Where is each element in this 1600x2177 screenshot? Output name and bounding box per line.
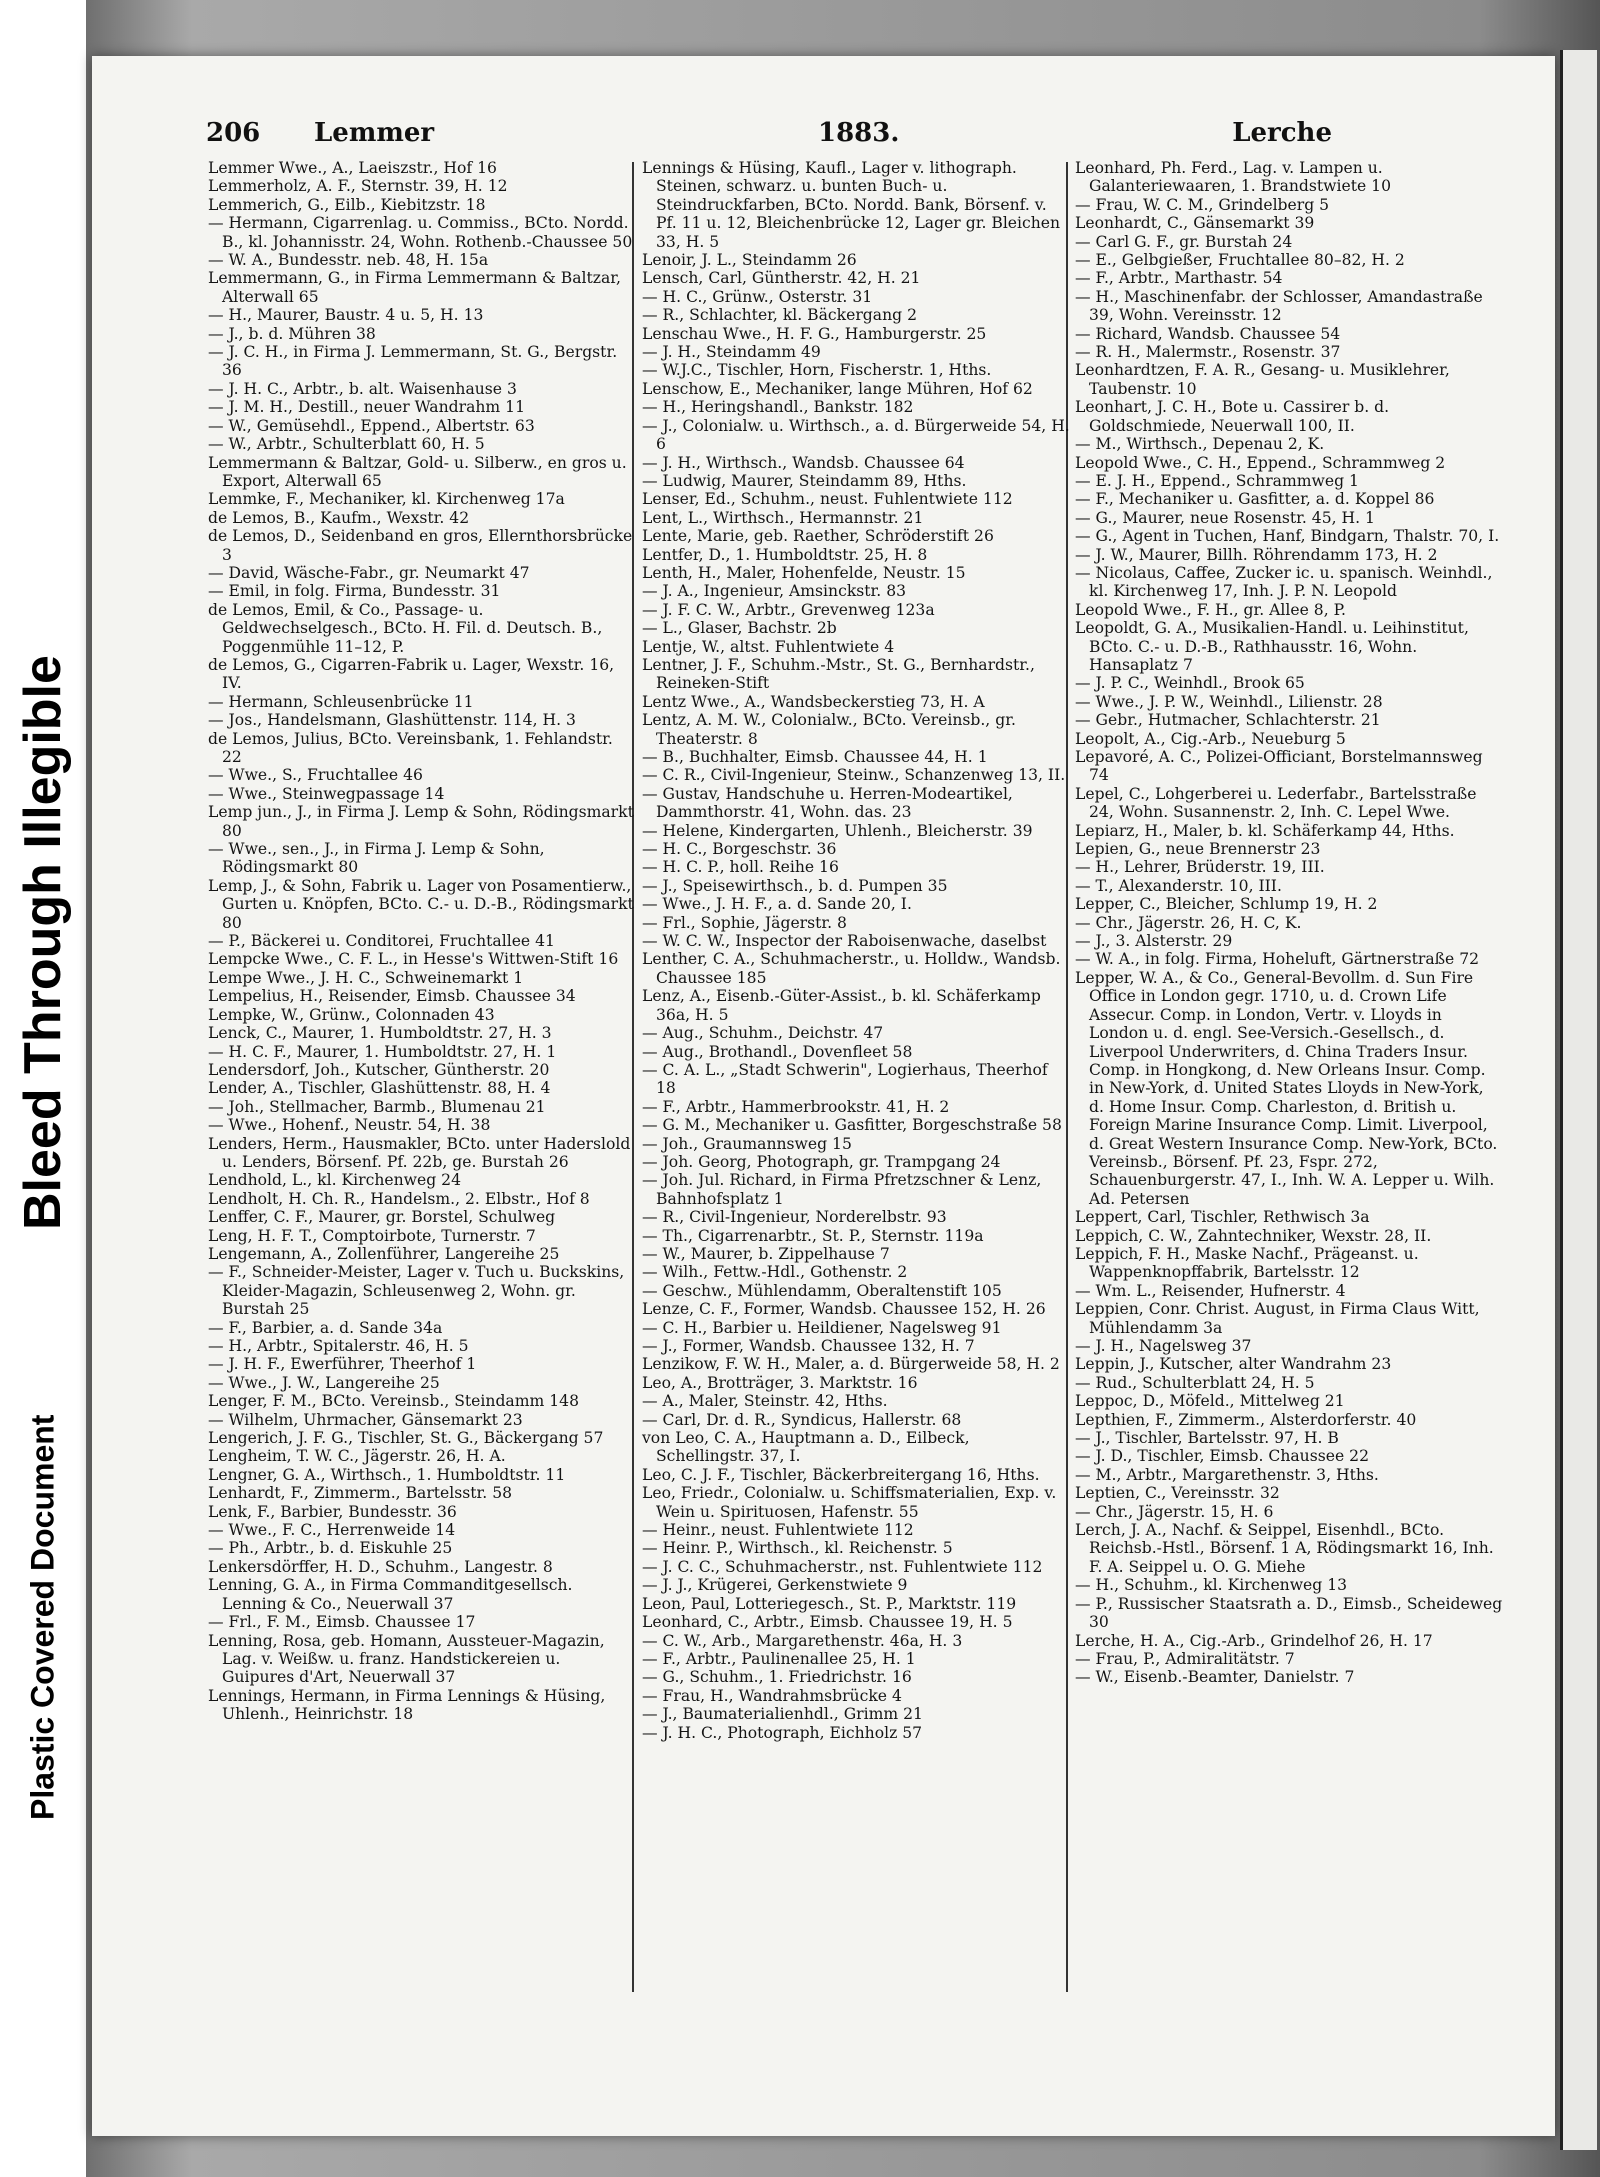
directory-entry: — J., b. d. Mühren 38 xyxy=(208,324,376,343)
directory-entry: — Frl., F. M., Eimsb. Chaussee 17 xyxy=(208,1613,476,1632)
directory-entry: — Heinr. P., Wirthsch., kl. Reichenstr. 5 xyxy=(642,1539,953,1558)
directory-entry: — C. R., Civil-Ingenieur, Steinw., Schanzenweg 13, II. xyxy=(642,766,1066,785)
directory-entry: — Richard, Wandsb. Chaussee 54 xyxy=(1075,324,1341,343)
directory-entry: — W., Arbtr., Schulterblatt 60, H. 5 xyxy=(208,435,485,454)
directory-entry: — Carl G. F., gr. Burstah 24 xyxy=(1075,232,1293,251)
directory-entry: — Wilhelm, Uhrmacher, Gänsemarkt 23 xyxy=(208,1410,523,1429)
directory-entry: Lepien, G., neue Brennerstr 23 xyxy=(1075,840,1321,859)
directory-entry: de Lemos, Emil, & Co., Passage- u. Geldwechselgesch., BCto. H. Fil. d. Deutsch. B., Poggenmühle 11–12, P. xyxy=(208,600,603,656)
directory-entry: — J., Former, Wandsb. Chaussee 132, H. 7 xyxy=(642,1337,975,1355)
directory-entry: — L., Glaser, Bachstr. 2b xyxy=(642,619,837,638)
directory-entry: Lemmermann & Baltzar, Gold- u. Silberw., en gros u. Export, Alterwall 65 xyxy=(208,453,627,490)
directory-entry: Leppoc, D., Möfeld., Mittelweg 21 xyxy=(1075,1392,1345,1411)
directory-entry: — Wilh., Fettw.-Hdl., Gothenstr. 2 xyxy=(642,1263,908,1282)
directory-entry: Lenoir, J. L., Steindamm 26 xyxy=(642,251,857,270)
directory-entry: Leo, Friedr., Colonialw. u. Schiffsmaterialien, Exp. v. Wein u. Spirituosen, Hafenstr. 55 xyxy=(642,1484,1057,1521)
directory-entry: — H., Lehrer, Brüderstr. 19, III. xyxy=(1075,858,1325,877)
directory-entry: de Lemos, G., Cigarren-Fabrik u. Lager, Wexstr. 16, IV. xyxy=(208,655,615,693)
directory-entry: — Joh., Stellmacher, Barmb., Blumenau 21 xyxy=(208,1097,546,1116)
directory-entry: Lemmermann, G., in Firma Lemmermann & Baltzar, Alterwall 65 xyxy=(208,269,622,306)
directory-entry: — J. H. C., Photograph, Eichholz 57 xyxy=(642,1723,923,1742)
directory-entry: Lempke, W., Grünw., Colonnaden 43 xyxy=(208,1005,495,1024)
directory-entry: Lentfer, D., 1. Humboldtstr. 25, H. 8 xyxy=(642,545,928,564)
directory-entry: Lenschow, E., Mechaniker, lange Mühren, Hof 62 xyxy=(642,379,1033,398)
directory-entry: — F., Arbtr., Hammerbrookstr. 41, H. 2 xyxy=(642,1097,950,1116)
directory-entry: Leopolt, A., Cig.-Arb., Neueburg 5 xyxy=(1075,729,1346,748)
directory-entry: — Joh., Graumannsweg 15 xyxy=(642,1134,852,1153)
directory-entry: — H., Heringshandl., Bankstr. 182 xyxy=(642,398,914,417)
directory-entry: Lemmerich, G., Eilb., Kiebitzstr. 18 xyxy=(208,195,486,214)
directory-entry: — R. H., Malermstr., Rosenstr. 37 xyxy=(1075,343,1341,362)
directory-entry: de Lemos, Julius, BCto. Vereinsbank, 1. Fehlandstr. 22 xyxy=(208,729,613,766)
directory-entry: Lengemann, A., Zollenführer, Langereihe 25 xyxy=(208,1244,560,1263)
directory-entry: — T., Alexanderstr. 10, III. xyxy=(1075,876,1282,895)
directory-entry: Lenhardt, F., Zimmerm., Bartelsstr. 58 xyxy=(208,1484,513,1503)
directory-entry: Leopold Wwe., F. H., gr. Allee 8, P. xyxy=(1075,600,1346,619)
directory-entry: Lemp, J., & Sohn, Fabrik u. Lager von Posamentierw., Gurten u. Knöpfen, BCto. C.- u. D.-B., Rödingsmarkt 80 xyxy=(208,876,634,932)
directory-entry: — F., Mechaniker u. Gasfitter, a. d. Koppel 86 xyxy=(1075,490,1435,509)
directory-entry: de Lemos, D., Seidenband en gros, Ellernthorsbrücke 3 xyxy=(208,527,633,564)
directory-entry: — R., Schlachter, kl. Bäckergang 2 xyxy=(642,306,917,325)
directory-entry: — H. C., Borgeschstr. 36 xyxy=(642,840,837,859)
directory-entry: — W., Eisenb.-Beamter, Danielstr. 7 xyxy=(1075,1668,1355,1687)
directory-entry: — Frau, P., Admiralitätstr. 7 xyxy=(1075,1649,1295,1668)
directory-entry: — Frl., Sophie, Jägerstr. 8 xyxy=(642,913,847,932)
directory-entry: Lenffer, C. F., Maurer, gr. Borstel, Schulweg xyxy=(208,1208,556,1227)
directory-entry: Lenschau Wwe., H. F. G., Hamburgerstr. 25 xyxy=(642,324,987,343)
directory-entry: Lensch, Carl, Güntherstr. 42, H. 21 xyxy=(642,269,921,288)
directory-entry: — Emil, in folg. Firma, Bundesstr. 31 xyxy=(208,582,501,601)
directory-entry: — Jos., Handelsmann, Glashüttenstr. 114, H. 3 xyxy=(208,711,576,730)
directory-entry: — J., Speisewirthsch., b. d. Pumpen 35 xyxy=(642,876,948,895)
directory-entry: Leppien, Conr. Christ. August, in Firma Claus Witt, Mühlendamm 3a xyxy=(1075,1300,1480,1337)
directory-entry: Leonhardt, C., Gänsemarkt 39 xyxy=(1075,214,1315,233)
directory-entry: — C. W., Arb., Margarethenstr. 46a, H. 3 xyxy=(642,1631,963,1650)
directory-entry: Lemp jun., J., in Firma J. Lemp & Sohn, Rödingsmarkt 80 xyxy=(208,803,634,840)
directory-entry: — H., Arbtr., Spitalerstr. 46, H. 5 xyxy=(208,1337,469,1355)
directory-entry: Lenze, C. F., Former, Wandsb. Chaussee 152, H. 26 xyxy=(642,1300,1046,1319)
directory-entry: — J. H., Wirthsch., Wandsb. Chaussee 64 xyxy=(642,453,965,472)
directory-entry: — Ludwig, Maurer, Steindamm 89, Hths. xyxy=(642,471,967,490)
directory-entry: — Carl, Dr. d. R., Syndicus, Hallerstr. 68 xyxy=(642,1410,962,1429)
directory-entry: Lennings & Hüsing, Kaufl., Lager v. lithograph. Steinen, schwarz. u. bunten Buch- u. Steindruckfarben, BCto. Nordd. Bank, Börsenf. v. Pf. 11 u. 12, Bleichenbrücke 12, Lager gr. Bleichen 33, H. 5 xyxy=(642,159,1061,251)
directory-entry: — Frau, H., Wandrahmsbrücke 4 xyxy=(642,1686,902,1705)
directory-entry: Leonhard, Ph. Ferd., Lag. v. Lampen u. Galanteriewaaren, 1. Brandstwiete 10 xyxy=(1075,159,1392,196)
directory-entry: Lengheim, T. W. C., Jägerstr. 26, H. A. xyxy=(208,1447,506,1466)
directory-entry: Lentje, W., altst. Fuhlentwiete 4 xyxy=(642,637,895,656)
directory-entry: Leonhardtzen, F. A. R., Gesang- u. Musiklehrer, Taubenstr. 10 xyxy=(1075,361,1450,398)
directory-entry: Lendersdorf, Joh., Kutscher, Güntherstr. 20 xyxy=(208,1060,550,1079)
directory-entry: — P., Bäckerei u. Conditorei, Fruchtallee 41 xyxy=(208,932,555,951)
directory-entry: — David, Wäsche-Fabr., gr. Neumarkt 47 xyxy=(208,563,530,582)
directory-entry: — M., Wirthsch., Depenau 2, K. xyxy=(1075,435,1325,454)
directory-entry: — J., Colonialw. u. Wirthsch., a. d. Bürgerweide 54, H. 6 xyxy=(642,416,1070,454)
directory-entry: Leppich, F. H., Maske Nachf., Prägeanst. u. Wappenknopffabrik, Bartelsstr. 12 xyxy=(1075,1244,1419,1282)
left-guide-word: Lemmer xyxy=(314,118,435,148)
right-guide-word: Lerche xyxy=(1232,118,1332,148)
directory-entry: — W. A., in folg. Firma, Hoheluft, Gärtnerstraße 72 xyxy=(1075,950,1480,969)
directory-entry: — Frau, W. C. M., Grindelberg 5 xyxy=(1075,195,1330,214)
directory-entry: — Ph., Arbtr., b. d. Eiskuhle 25 xyxy=(208,1539,453,1558)
directory-entry: — J. C. C., Schuhmacherstr., nst. Fuhlentwiete 112 xyxy=(642,1557,1043,1576)
directory-entry: — Wwe., J. P. W., Weinhdl., Lilienstr. 28 xyxy=(1075,692,1383,711)
directory-entry: Lenkersdörffer, H. D., Schuhm., Langestr. 8 xyxy=(208,1557,553,1576)
directory-entry: — W., Gemüsehdl., Eppend., Albertstr. 63 xyxy=(208,416,535,435)
directory-entry: Lempe Wwe., J. H. C., Schweinemarkt 1 xyxy=(208,968,524,987)
directory-entry: — E. J. H., Eppend., Schrammweg 1 xyxy=(1075,471,1359,490)
directory-entry: — Aug., Brothandl., Dovenfleet 58 xyxy=(642,1042,913,1061)
directory-entry: — C. A. L., „Stadt Schwerin", Logierhaus, Theerhof 18 xyxy=(642,1060,1048,1098)
directory-entry: Lemmerholz, A. F., Sternstr. 39, H. 12 xyxy=(208,177,508,196)
directory-entry: — H., Schuhm., kl. Kirchenweg 13 xyxy=(1075,1576,1348,1595)
directory-entry: Lengerich, J. F. G., Tischler, St. G., Bäckergang 57 xyxy=(208,1429,604,1448)
directory-entry: — Wm. L., Reisender, Hufnerstr. 4 xyxy=(1075,1281,1346,1300)
directory-entry: — Hermann, Schleusenbrücke 11 xyxy=(208,692,474,711)
directory-entry: — J. C. H., in Firma J. Lemmermann, St. G., Bergstr. 36 xyxy=(208,343,618,380)
directory-entry: — F., Schneider-Meister, Lager v. Tuch u. Buckskins, Kleider-Magazin, Schleusenweg 2, Wohn. gr. Burstah 25 xyxy=(208,1263,625,1319)
directory-entry: Lender, A., Tischler, Glashüttenstr. 88, H. 4 xyxy=(208,1079,551,1098)
directory-entry: Lenning, Rosa, geb. Homann, Aussteuer-Magazin, Lag. v. Weißw. u. franz. Handstickereien u. Guipures d'Art, Neuerwall 37 xyxy=(208,1631,605,1687)
directory-entry: Lepper, W. A., & Co., General-Bevollm. d. Sun Fire Office in London gegr. 1710, u. d. Crown Life Assecur. Comp. in London, Vertr. v. Lloyds in London u. d. engl. See-Versich.-Gesellsch., d. Liverpool Underwriters, d. China Traders Insur. Comp. in Hongkong, d. New Orleans Insur. Comp. in New-York, d. United States Lloyds in New-York, d. Home Insur. Comp. Charleston, d. British u. Foreign Marine Insurance Comp. Limit. Liverpool, d. Great Western Insurance Comp. New-York, BCto. Vereinsb., Börsenf. Pf. 23, Fspr. 272, Schauenburgerstr. 47, I., Inh. W. A. Lepper u. Wilh. Ad. Petersen xyxy=(1075,968,1498,1208)
directory-entry: — Geschw., Mühlendamm, Oberaltenstift 105 xyxy=(642,1281,1002,1300)
directory-entry: Lendholt, H. Ch. R., Handelsm., 2. Elbstr., Hof 8 xyxy=(208,1189,590,1208)
directory-entry: — J. H. C., Arbtr., b. alt. Waisenhause 3 xyxy=(208,379,517,398)
directory-entry: Lenck, C., Maurer, 1. Humboldtstr. 27, H. 3 xyxy=(208,1024,552,1043)
directory-entry: Leon, Paul, Lotteriegesch., St. P., Marktstr. 119 xyxy=(642,1594,1017,1613)
directory-entry: Lenger, F. M., BCto. Vereinsb., Steindamm 148 xyxy=(208,1392,580,1411)
directory-entry: — J. M. H., Destill., neuer Wandrahm 11 xyxy=(208,398,526,417)
directory-entry: — H., Maschinenfabr. der Schlosser, Amandastraße 39, Wohn. Vereinsstr. 12 xyxy=(1075,287,1483,325)
directory-entry: Lentz, A. M. W., Colonialw., BCto. Vereinsb., gr. Theaterstr. 8 xyxy=(642,711,1016,748)
directory-entry: Lempelius, H., Reisender, Eimsb. Chaussee 34 xyxy=(208,987,576,1006)
directory-entry: Lenther, C. A., Schuhmacherstr., u. Holldw., Wandsb. Chaussee 185 xyxy=(642,950,1061,987)
directory-entry: — Wwe., Hohenf., Neustr. 54, H. 38 xyxy=(208,1116,491,1135)
directory-entry: — J., Baumaterialienhdl., Grimm 21 xyxy=(642,1705,923,1724)
directory-entry: Leppin, J., Kutscher, alter Wandrahm 23 xyxy=(1075,1355,1392,1374)
directory-entry: — F., Barbier, a. d. Sande 34a xyxy=(208,1318,443,1337)
directory-entry: — J. D., Tischler, Eimsb. Chaussee 22 xyxy=(1075,1447,1369,1466)
directory-entry: — Chr., Jägerstr. 26, H. C, K. xyxy=(1075,913,1302,932)
directory-entry: — W., Maurer, b. Zippelhause 7 xyxy=(642,1244,890,1263)
directory-entry: — J. H., Steindamm 49 xyxy=(642,343,821,362)
directory-entry: — Nicolaus, Caffee, Zucker ic. u. spanisch. Weinhdl., kl. Kirchenweg 17, Inh. J. P. N. Leopold xyxy=(1075,563,1493,601)
page-number: 206 xyxy=(206,118,261,148)
directory-entry: Lerche, H. A., Cig.-Arb., Grindelhof 26, H. 17 xyxy=(1075,1631,1433,1650)
directory-entry: Lendhold, L., kl. Kirchenweg 24 xyxy=(208,1171,461,1190)
directory-entry: — G., Schuhm., 1. Friedrichstr. 16 xyxy=(642,1668,912,1687)
directory-entry: — Wwe., S., Fruchtallee 46 xyxy=(208,766,423,785)
directory-entry: Lent, L., Wirthsch., Hermannstr. 21 xyxy=(642,508,924,527)
adjacent-page-strip xyxy=(1560,50,1597,2150)
side-label xyxy=(0,0,86,2177)
directory-entry: — Rud., Schulterblatt 24, H. 5 xyxy=(1075,1373,1315,1392)
directory-entry: Lenk, F., Barbier, Bundesstr. 36 xyxy=(208,1502,457,1521)
directory-entry: Lempcke Wwe., C. F. L., in Hesse's Wittwen-Stift 16 xyxy=(208,950,619,969)
directory-entry: — Gebr., Hutmacher, Schlachterstr. 21 xyxy=(1075,711,1381,730)
directory-entry: — F., Arbtr., Paulinenallee 25, H. 1 xyxy=(642,1649,916,1668)
directory-entry: Leng, H. F. T., Comptoirbote, Turnerstr. 7 xyxy=(208,1226,536,1245)
directory-entry: — H., Maurer, Baustr. 4 u. 5, H. 13 xyxy=(208,306,484,325)
directory-entry: — W.J.C., Tischler, Horn, Fischerstr. 1, Hths. xyxy=(642,361,992,380)
directory-entry: — Wwe., J. H. F., a. d. Sande 20, I. xyxy=(642,895,912,914)
directory-column-2 xyxy=(642,159,1070,1742)
directory-entry: — J. H., Nagelsweg 37 xyxy=(1075,1337,1252,1355)
directory-entry: — G., Maurer, neue Rosenstr. 45, H. 1 xyxy=(1075,508,1375,527)
directory-entry: — W. A., Bundesstr. neb. 48, H. 15a xyxy=(208,251,489,270)
directory-entry: Leopoldt, G. A., Musikalien-Handl. u. Leihinstitut, BCto. C.- u. D.-B., Rathhausstr. 16, Wohn. Hansaplatz 7 xyxy=(1075,619,1469,674)
directory-entry: — Wwe., J. W., Langereihe 25 xyxy=(208,1373,440,1392)
directory-entry: — Helene, Kindergarten, Uhlenh., Bleicherstr. 39 xyxy=(642,821,1033,840)
directory-entry: — H. C., Grünw., Osterstr. 31 xyxy=(642,287,873,306)
directory-entry: Lennings, Hermann, in Firma Lennings & Hüsing, Uhlenh., Heinrichstr. 18 xyxy=(208,1686,606,1724)
directory-column-1 xyxy=(208,159,636,1724)
directory-entry: — G., Agent in Tuchen, Hanf, Bindgarn, Thalstr. 70, I. xyxy=(1075,527,1500,546)
directory-entry: — P., Russischer Staatsrath a. D., Eimsb., Scheideweg 30 xyxy=(1075,1594,1503,1632)
directory-entry: — J. P. C., Weinhdl., Brook 65 xyxy=(1075,674,1305,693)
directory-entry: Lentz Wwe., A., Wandsbeckerstieg 73, H. A xyxy=(642,692,985,711)
directory-entry: — C. H., Barbier u. Heildiener, Nagelsweg 91 xyxy=(642,1318,1002,1337)
directory-entry: Lepper, C., Bleicher, Schlump 19, H. 2 xyxy=(1075,895,1378,914)
directory-entry: — M., Arbtr., Margarethenstr. 3, Hths. xyxy=(1075,1465,1379,1484)
directory-entry: Lentner, J. F., Schuhm.-Mstr., St. G., Bernhardstr., Reineken-Stift xyxy=(642,655,1035,693)
directory-entry: — W. C. W., Inspector der Raboisenwache, daselbst xyxy=(642,932,1047,951)
directory-entry: Leopold Wwe., C. H., Eppend., Schrammweg 2 xyxy=(1075,453,1446,472)
directory-entry: — F., Arbtr., Marthastr. 54 xyxy=(1075,269,1283,288)
directory-entry: — E., Gelbgießer, Fruchtallee 80–82, H. 2 xyxy=(1075,251,1405,270)
directory-entry: Leppert, Carl, Tischler, Rethwisch 3a xyxy=(1075,1208,1370,1227)
directory-entry: Leonhard, C., Arbtr., Eimsb. Chaussee 19, H. 5 xyxy=(642,1613,1013,1632)
directory-entry: Lepel, C., Lohgerberei u. Lederfabr., Bartelsstraße 24, Wohn. Susannenstr. 2, Inh. C. Lepel Wwe. xyxy=(1075,784,1477,822)
directory-entry: Lemmer Wwe., A., Laeiszstr., Hof 16 xyxy=(208,159,497,177)
directory-entry: Lepiarz, H., Maler, b. kl. Schäferkamp 44, Hths. xyxy=(1075,821,1455,840)
directory-entry: von Leo, C. A., Hauptmann a. D., Eilbeck, Schellingstr. 37, I. xyxy=(642,1429,970,1466)
directory-column-3 xyxy=(1075,159,1503,1687)
directory-entry: — G. M., Mechaniker u. Gasfitter, Borgeschstraße 58 xyxy=(642,1116,1062,1135)
directory-entry: Leptien, C., Vereinsstr. 32 xyxy=(1075,1484,1280,1503)
directory-entry: — Heinr., neust. Fuhlentwiete 112 xyxy=(642,1521,914,1540)
directory-entry: Lenning, G. A., in Firma Commanditgesellsch. Lenning & Co., Neuerwall 37 xyxy=(208,1576,573,1613)
directory-entry: — H. C. P., holl. Reihe 16 xyxy=(642,858,839,877)
directory-entry: — Th., Cigarrenarbtr., St. P., Sternstr. 119a xyxy=(642,1226,984,1245)
directory-entry: — J., 3. Alsterstr. 29 xyxy=(1075,932,1233,951)
directory-entry: — Joh. Jul. Richard, in Firma Pfretzschner & Lenz, Bahnhofsplatz 1 xyxy=(642,1171,1042,1208)
year: 1883. xyxy=(818,118,900,148)
directory-entry: Lepavoré, A. C., Polizei-Officiant, Borstelmannsweg 74 xyxy=(1075,748,1483,785)
directory-entry: Lenders, Herm., Hausmakler, BCto. unter Haderslold u. Lenders, Börsenf. Pf. 22b, ge. Burstah 26 xyxy=(208,1134,631,1171)
directory-entry: Leonhart, J. C. H., Bote u. Cassirer b. d. Goldschmiede, Neuerwall 100, II. xyxy=(1075,398,1390,435)
side-label-bleed: Bleed Through Illegible xyxy=(14,655,72,1230)
directory-entry: — J. J., Krügerei, Gerkenstwiete 9 xyxy=(642,1576,908,1595)
directory-entry: Leo, C. J. F., Tischler, Bäckerbreitergang 16, Hths. xyxy=(642,1465,1040,1484)
directory-entry: Leppich, C. W., Zahntechniker, Wexstr. 28, II. xyxy=(1075,1226,1432,1245)
directory-entry: — J. H. F., Ewerführer, Theerhof 1 xyxy=(208,1355,477,1374)
directory-entry: Lenz, A., Eisenb.-Güter-Assist., b. kl. Schäferkamp 36a, H. 5 xyxy=(642,987,1041,1024)
directory-entry: Leo, A., Brotträger, 3. Marktstr. 16 xyxy=(642,1373,918,1392)
directory-entry: Lerch, J. A., Nachf. & Seippel, Eisenhdl., BCto. Reichsb.-Hstl., Börsenf. 1 A, Rödingsmarkt 16, Inh. F. A. Seippel u. O. G. Miehe xyxy=(1075,1521,1494,1576)
directory-entry: — Aug., Schuhm., Deichstr. 47 xyxy=(642,1024,884,1043)
directory-entry: — H. C. F., Maurer, 1. Humboldtstr. 27, H. 1 xyxy=(208,1042,557,1061)
side-label-plastic: Plastic Covered Document xyxy=(24,1414,61,1820)
directory-entry: — Wwe., F. C., Herrenweide 14 xyxy=(208,1521,456,1540)
directory-entry: — J., Tischler, Bartelsstr. 97, H. B xyxy=(1075,1429,1339,1448)
directory-entry: — A., Maler, Steinstr. 42, Hths. xyxy=(642,1392,888,1411)
directory-entry: — Wwe., Steinwegpassage 14 xyxy=(208,784,445,803)
directory-entry: Lemmke, F., Mechaniker, kl. Kirchenweg 17a xyxy=(208,490,565,509)
directory-entry: Lente, Marie, geb. Raether, Schröderstift 26 xyxy=(642,527,994,546)
directory-entry: — Joh. Georg, Photograph, gr. Trampgang 24 xyxy=(642,1152,1001,1171)
directory-entry: Lengner, G. A., Wirthsch., 1. Humboldtstr. 11 xyxy=(208,1465,566,1484)
directory-entry: — Gustav, Handschuhe u. Herren-Modeartikel, Dammthorstr. 41, Wohn. das. 23 xyxy=(642,784,1013,822)
directory-entry: — J. A., Ingenieur, Amsinckstr. 83 xyxy=(642,582,907,601)
directory-entry: Lenth, H., Maler, Hohenfelde, Neustr. 15 xyxy=(642,563,966,582)
directory-entry: — Chr., Jägerstr. 15, H. 6 xyxy=(1075,1502,1274,1521)
directory-entry: — Wwe., sen., J., in Firma J. Lemp & Sohn, Rödingsmarkt 80 xyxy=(208,840,545,877)
directory-entry: — Hermann, Cigarrenlag. u. Commiss., BCto. Nordd. B., kl. Johannisstr. 24, Wohn. Rothenb.-Chaussee 50 xyxy=(208,214,633,251)
directory-entry: Lenser, Ed., Schuhm., neust. Fuhlentwiete 112 xyxy=(642,490,1013,509)
directory-entry: Lenzikow, F. W. H., Maler, a. d. Bürgerweide 58, H. 2 xyxy=(642,1355,1060,1374)
directory-entry: Lepthien, F., Zimmerm., Alsterdorferstr. 40 xyxy=(1075,1410,1417,1429)
directory-entry: — B., Buchhalter, Eimsb. Chaussee 44, H. 1 xyxy=(642,748,988,766)
directory-entry: — R., Civil-Ingenieur, Norderelbstr. 93 xyxy=(642,1208,947,1227)
directory-entry: — J. W., Maurer, Billh. Röhrendamm 173, H. 2 xyxy=(1075,545,1438,564)
directory-entry: de Lemos, B., Kaufm., Wexstr. 42 xyxy=(208,508,470,527)
page-header xyxy=(206,118,1332,158)
directory-entry: — J. F. C. W., Arbtr., Grevenweg 123a xyxy=(642,600,935,619)
